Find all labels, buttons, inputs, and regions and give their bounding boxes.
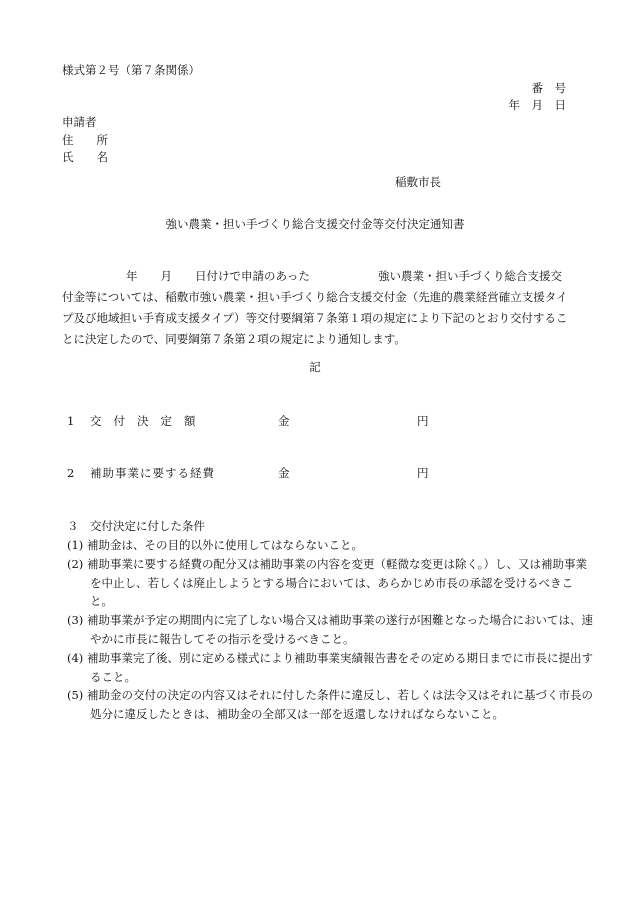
item-currency: 金 [278,466,290,480]
applicant-label: 申請者 [62,115,97,129]
condition-item: (4) 補助事業完了後、別に定める様式により補助事業実績報告書をその定める期日までに市長に提出すること。 [67,651,593,684]
date-label: 年 月 日 [508,98,566,112]
item-number: 2 [67,466,75,480]
item-label: 交付決定額 [90,414,208,428]
form-label: 様式第２号（第７条関係） [62,63,200,77]
condition-item: (1) 補助金は、その目的以外に使用してはならないこと。 [67,538,363,552]
page-title: 強い農業・担い手づくり総合支援交付金等交付決定通知書 [165,217,465,231]
item-number: 1 [67,414,75,428]
item-unit: 円 [417,414,429,428]
date-blanks: 年 月 日付けで申請のあった [126,269,310,283]
condition-item: (5) 補助金の交付の決定の内容又はそれに付した条件に違反し、若しくは法令又はそれに基づく市長の処分に違反したときは、補助金の全部又は一部を返還しなければならないこと。 [67,688,593,721]
condition-item: (3) 補助事業が予定の期間内に完了しない場合又は補助事業の遂行が困難となった場合においては、速やかに市長に報告してその指示を受けるべきこと。 [67,613,593,646]
item-label: 補助事業に要する経費 [90,466,215,480]
item-currency: 金 [278,414,290,428]
number-label: 番 号 [531,81,566,95]
address-label: 住 所 [62,133,108,147]
conditions-heading: ３ 交付決定に付した条件 [67,519,205,533]
item-unit: 円 [417,466,429,480]
recipient: 稲敷市長 [395,175,441,189]
condition-item: (2) 補助事業に要する経費の配分又は補助事業の内容を変更（軽微な変更は除く。）し、又は補助事業を中止し、若しくは廃止しようとする場合においては、あらかじめ市長の承認を受けるべきこと。 [67,557,587,609]
name-label: 氏 名 [62,150,108,164]
ki-heading: 記 [309,360,321,374]
body-paragraph: 強い農業・担い手づくり総合支援交付金等については、稲敷市強い農業・担い手づくり総合支援交付金（先進的農業経営確立支援タイプ及び地域担い手育成支援タイプ）等交付要綱第７条第１項の規定により下記のとおり交付することに決定したので、同要綱第７条第２項の規定により通知します。 [62,269,568,346]
